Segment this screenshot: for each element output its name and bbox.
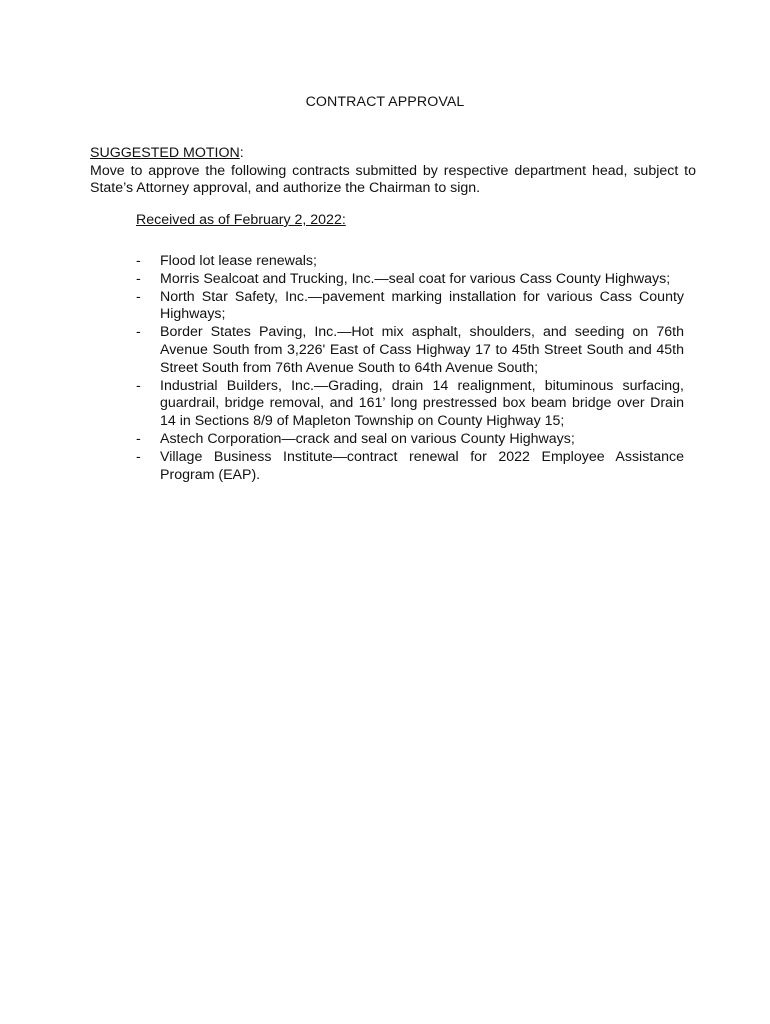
list-bullet: - bbox=[136, 270, 141, 287]
received-date-label: Received as of February 2, 2022: bbox=[136, 212, 346, 228]
list-item bbox=[136, 378, 684, 431]
motion-heading-colon: : bbox=[239, 145, 244, 161]
list-item-text: Village Business Institute—contract renewal for 2022 Employee Assistance Program (EAP). bbox=[160, 448, 684, 483]
list-item-text: North Star Safety, Inc.—pavement marking installation for various Cass County Highways; bbox=[160, 288, 684, 323]
list-item bbox=[136, 289, 684, 325]
motion-heading-label: SUGGESTED MOTION bbox=[90, 145, 240, 161]
list-item bbox=[136, 449, 684, 485]
list-bullet: - bbox=[136, 448, 141, 465]
list-item-text: Astech Corporation—crack and seal on various County Highways; bbox=[160, 430, 575, 447]
list-bullet: - bbox=[136, 324, 141, 341]
list-bullet: - bbox=[136, 288, 141, 305]
list-bullet: - bbox=[136, 430, 141, 447]
list-item bbox=[136, 431, 684, 449]
list-item-text: Industrial Builders, Inc.—Grading, drain 14 realignment, bituminous surfacing, guardrail, bridge removal, and 161’ long prestressed box beam bridge over Drain 14 in Sections 8/9 of Mapleton Township on County Highway 15; bbox=[160, 377, 684, 430]
list-item bbox=[136, 253, 684, 271]
list-item-text: Border States Paving, Inc.—Hot mix asphalt, shoulders, and seeding on 76th Avenue South from 3,226' East of Cass Highway 17 to 45th Street South and 45th Street South from 76th Avenue South to 64th Avenue South; bbox=[160, 324, 684, 376]
motion-heading bbox=[90, 145, 696, 163]
list-bullet: - bbox=[136, 253, 141, 269]
document-title: CONTRACT APPROVAL bbox=[305, 94, 465, 110]
list-item bbox=[136, 324, 684, 377]
suggested-motion-section bbox=[90, 145, 696, 198]
contract-list bbox=[136, 253, 684, 484]
motion-text: Move to approve the following contracts submitted by respective department head, subject to State’s Attorney approval, and authorize the Chairman to sign. bbox=[90, 162, 696, 196]
list-item-text: Morris Sealcoat and Trucking, Inc.—seal coat for various Cass County Highways; bbox=[160, 270, 671, 287]
list-item bbox=[136, 271, 684, 289]
list-bullet: - bbox=[136, 377, 141, 394]
list-item-text: Flood lot lease renewals; bbox=[160, 253, 317, 269]
